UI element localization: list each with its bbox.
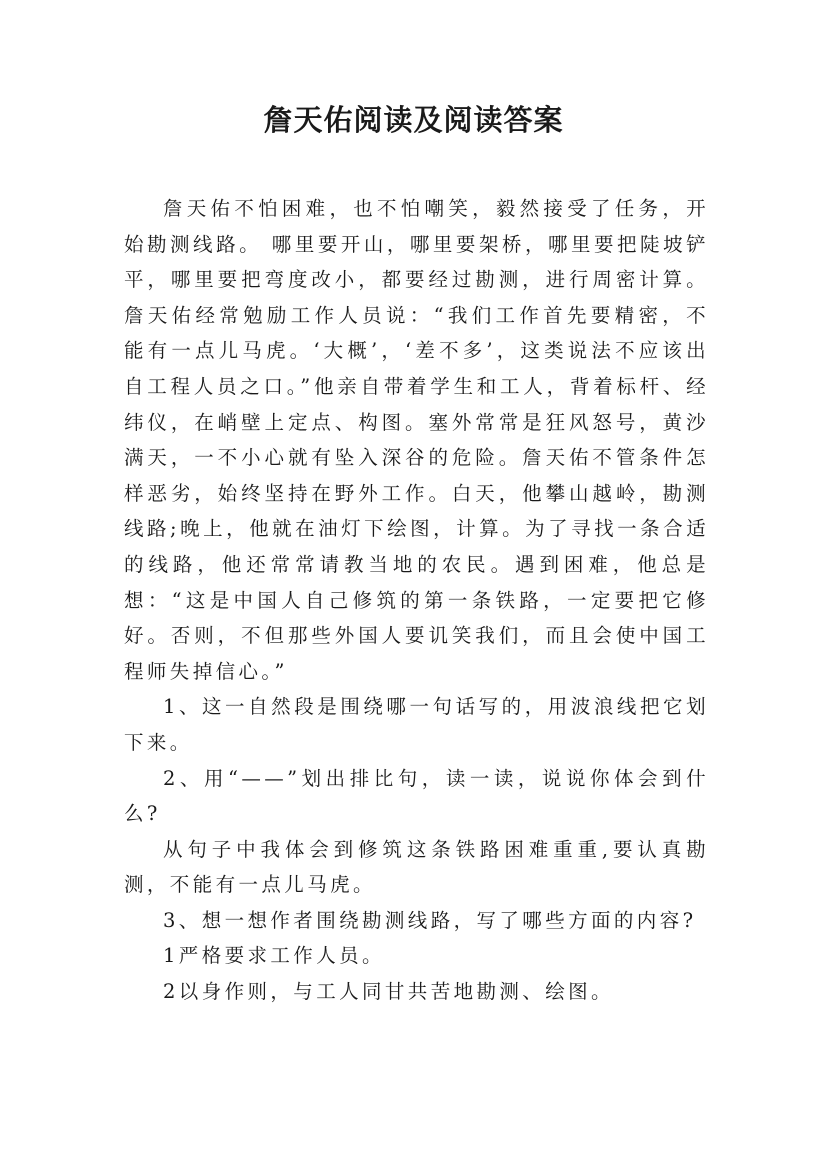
question-1: 1、这一自然段是围绕哪一句话写的，用波浪线把它划下来。 <box>124 695 709 754</box>
answer-3-item-1: 1严格要求工作人员。 <box>163 944 385 968</box>
question-3: 3、想一想作者围绕勘测线路，写了哪些方面的内容? <box>163 908 697 932</box>
answer-2: 从句子中我体会到修筑这条铁路困难重重,要认真勘测，不能有一点儿马虎。 <box>124 837 709 897</box>
answer-3-item-2: 2以身作则，与工人同甘共苦地勘测、绘图。 <box>163 980 614 1004</box>
question-2: 2、用“——”划出排比句，读一读，说说你体会到什么? <box>124 766 709 826</box>
document-body <box>124 191 709 1010</box>
passage-paragraph: 詹天佑不怕困难，也不怕嘲笑，毅然接受了任务，开始勘测线路。 哪里要开山，哪里要架桥，哪里要把陡坡铲平，哪里要把弯度改小，都要经过勘测，进行周密计算。詹天佑经常勉励工作人员说：“我们工作首先要精密，不能有一点儿马虎。‘大概’，‘差不多’，这类说法不应该出自工程人员之口。”他亲自带着学生和工人，背着标杆、经纬仪，在峭壁上定点、构图。塞外常常是狂风怒号，黄沙满天，一不小心就有坠入深谷的危险。詹天佑不管条件怎样恶劣，始终坚持在野外工作。白天，他攀山越岭，勘测线路;晚上，他就在油灯下绘图，计算。为了寻找一条合适的线路，他还常常请教当地的农民。遇到困难，他总是想：“这是中国人自己修筑的第一条铁路，一定要把它修好。否则，不但那些外国人要讥笑我们，而且会使中国工程师失掉信心。” <box>124 197 709 683</box>
document-title: 詹天佑阅读及阅读答案 <box>263 103 564 137</box>
